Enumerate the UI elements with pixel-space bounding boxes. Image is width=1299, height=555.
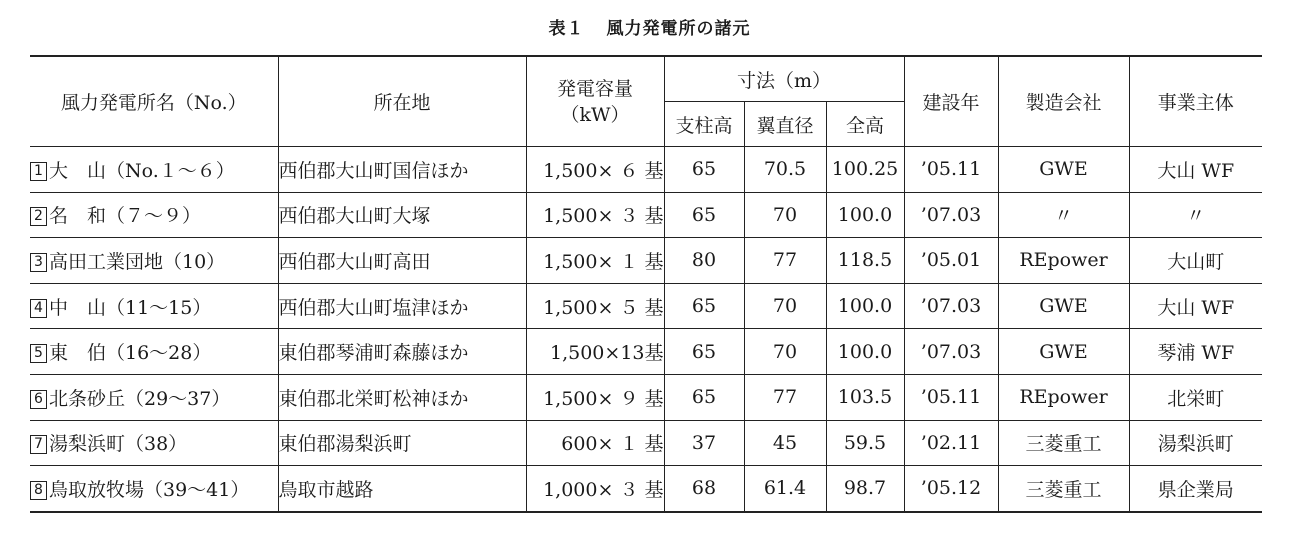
cell-wing-diameter: 77 xyxy=(744,374,826,420)
cell-name xyxy=(30,329,278,375)
boxed-number: 5 xyxy=(30,344,47,363)
site-name: 鳥取放牧場（39～41） xyxy=(49,478,250,501)
cell-wing-diameter: 70 xyxy=(744,329,826,375)
header-dimensions: 寸法（m） xyxy=(664,56,904,102)
header-total-height: 全高 xyxy=(826,102,904,147)
table-caption xyxy=(0,14,1299,39)
table-row xyxy=(30,192,1262,238)
wind-farm-spec-table xyxy=(30,55,1262,513)
boxed-number: 8 xyxy=(30,481,47,500)
header-name: 風力発電所名（No.） xyxy=(30,56,278,147)
cell-wing-diameter: 70 xyxy=(744,192,826,238)
cell-maker: REpower xyxy=(998,238,1129,284)
header-maker: 製造会社 xyxy=(998,56,1129,147)
cell-maker: GWE xyxy=(998,283,1129,329)
table-row xyxy=(30,147,1262,193)
cell-capacity: 1,000× ３ 基 xyxy=(526,466,664,512)
header-wing-diameter: 翼直径 xyxy=(744,102,826,147)
site-name: 中 山（11～15） xyxy=(49,296,212,319)
caption-title: 風力発電所の諸元 xyxy=(606,19,751,39)
cell-year: ’07.03 xyxy=(904,283,998,329)
cell-maker: 三菱重工 xyxy=(998,466,1129,512)
cell-pole-height: 37 xyxy=(664,420,744,466)
header-operator: 事業主体 xyxy=(1129,56,1262,147)
cell-capacity: 1,500× ９ 基 xyxy=(526,374,664,420)
table-body xyxy=(30,147,1262,512)
cell-year: ’05.11 xyxy=(904,147,998,193)
cell-name xyxy=(30,147,278,193)
boxed-number: 7 xyxy=(30,435,47,454)
cell-maker: GWE xyxy=(998,147,1129,193)
cell-year: ’05.12 xyxy=(904,466,998,512)
header-capacity-line2: （kW） xyxy=(560,103,630,126)
header-pole-height: 支柱高 xyxy=(664,102,744,147)
cell-capacity: 1,500× ３ 基 xyxy=(526,192,664,238)
table-row xyxy=(30,329,1262,375)
cell-name xyxy=(30,238,278,284)
cell-capacity: 1,500× １ 基 xyxy=(526,238,664,284)
cell-name xyxy=(30,374,278,420)
cell-total-height: 98.7 xyxy=(826,466,904,512)
site-name: 高田工業団地（10） xyxy=(49,250,226,273)
cell-year: ’05.11 xyxy=(904,374,998,420)
cell-pole-height: 65 xyxy=(664,329,744,375)
table-row xyxy=(30,283,1262,329)
site-name: 北条砂丘（29～37） xyxy=(49,387,231,410)
boxed-number: 6 xyxy=(30,390,47,409)
cell-capacity: 1,500×13基 xyxy=(526,329,664,375)
cell-year: ’05.01 xyxy=(904,238,998,284)
cell-total-height: 118.5 xyxy=(826,238,904,284)
cell-total-height: 100.25 xyxy=(826,147,904,193)
cell-year: ’07.03 xyxy=(904,192,998,238)
cell-operator: 北栄町 xyxy=(1129,374,1262,420)
header-capacity xyxy=(526,56,664,147)
site-name: 湯梨浜町（38） xyxy=(49,433,188,456)
cell-maker: 〃 xyxy=(998,192,1129,238)
cell-pole-height: 65 xyxy=(664,147,744,193)
boxed-number: 1 xyxy=(30,162,47,181)
cell-wing-diameter: 70 xyxy=(744,283,826,329)
cell-year: ’02.11 xyxy=(904,420,998,466)
cell-maker: REpower xyxy=(998,374,1129,420)
cell-maker: 三菱重工 xyxy=(998,420,1129,466)
cell-operator: 大山町 xyxy=(1129,238,1262,284)
cell-year: ’07.03 xyxy=(904,329,998,375)
cell-name xyxy=(30,192,278,238)
site-name: 東 伯（16～28） xyxy=(49,342,212,365)
table-row xyxy=(30,374,1262,420)
cell-operator: 大山 WF xyxy=(1129,147,1262,193)
cell-total-height: 100.0 xyxy=(826,192,904,238)
table-row xyxy=(30,420,1262,466)
site-name: 名 和（７～９） xyxy=(49,205,202,228)
cell-pole-height: 68 xyxy=(664,466,744,512)
cell-location: 鳥取市越路 xyxy=(278,466,526,512)
cell-name xyxy=(30,420,278,466)
cell-pole-height: 65 xyxy=(664,374,744,420)
boxed-number: 3 xyxy=(30,253,47,272)
cell-wing-diameter: 45 xyxy=(744,420,826,466)
boxed-number: 4 xyxy=(30,299,47,318)
cell-location: 西伯郡大山町塩津ほか xyxy=(278,283,526,329)
cell-location: 西伯郡大山町高田 xyxy=(278,238,526,284)
cell-capacity: 1,500× ６ 基 xyxy=(526,147,664,193)
cell-name xyxy=(30,466,278,512)
table-row xyxy=(30,238,1262,284)
cell-capacity: 600× １ 基 xyxy=(526,420,664,466)
table-row xyxy=(30,466,1262,512)
caption-number: 表１ xyxy=(548,19,585,39)
cell-operator: 琴浦 WF xyxy=(1129,329,1262,375)
table-header xyxy=(30,56,1262,147)
cell-operator: 大山 WF xyxy=(1129,283,1262,329)
cell-wing-diameter: 61.4 xyxy=(744,466,826,512)
site-name: 大 山（No.１～６） xyxy=(49,159,235,182)
cell-maker: GWE xyxy=(998,329,1129,375)
cell-total-height: 100.0 xyxy=(826,283,904,329)
cell-capacity: 1,500× ５ 基 xyxy=(526,283,664,329)
cell-operator: 〃 xyxy=(1129,192,1262,238)
cell-operator: 県企業局 xyxy=(1129,466,1262,512)
boxed-number: 2 xyxy=(30,207,47,226)
cell-location: 西伯郡大山町国信ほか xyxy=(278,147,526,193)
header-capacity-line1: 発電容量 xyxy=(556,77,633,100)
cell-total-height: 59.5 xyxy=(826,420,904,466)
cell-location: 西伯郡大山町大塚 xyxy=(278,192,526,238)
cell-location: 東伯郡北栄町松神ほか xyxy=(278,374,526,420)
cell-total-height: 100.0 xyxy=(826,329,904,375)
cell-operator: 湯梨浜町 xyxy=(1129,420,1262,466)
cell-location: 東伯郡琴浦町森藤ほか xyxy=(278,329,526,375)
cell-pole-height: 80 xyxy=(664,238,744,284)
cell-pole-height: 65 xyxy=(664,283,744,329)
cell-wing-diameter: 70.5 xyxy=(744,147,826,193)
cell-location: 東伯郡湯梨浜町 xyxy=(278,420,526,466)
header-year: 建設年 xyxy=(904,56,998,147)
cell-total-height: 103.5 xyxy=(826,374,904,420)
cell-name xyxy=(30,283,278,329)
cell-wing-diameter: 77 xyxy=(744,238,826,284)
header-location: 所在地 xyxy=(278,56,526,147)
cell-pole-height: 65 xyxy=(664,192,744,238)
